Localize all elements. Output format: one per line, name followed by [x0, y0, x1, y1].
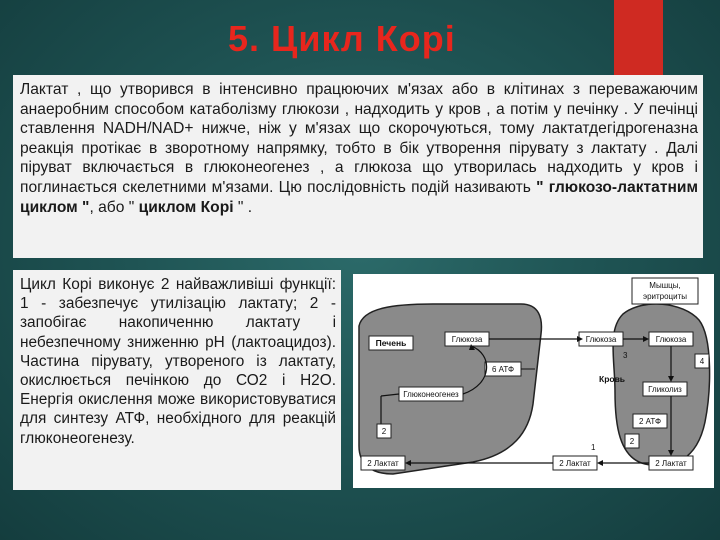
muscle-label-1: Мышцы,: [649, 281, 681, 290]
liver-lactate: 2 Лактат: [367, 459, 399, 468]
atp-2-label: 2 АТФ: [638, 417, 662, 426]
paragraph-cori-functions: Цикл Корі виконує 2 найважливіші функції: 1 - забезпечує утилізацію лактату; 2 - запобігає накопиченню лактату і небезпечному зниженню рН (лактоацидоз). Частина пірувату, утвореного із лактату, окислюється печінкою до СО2 і Н2О. Енергія окислення може використовуватися для синтезу АТФ, необхідного для реакцій глюконеогенезу.: [20, 276, 336, 447]
blood-lactate: 2 Лактат: [559, 459, 591, 468]
slide-title: 5. Цикл Корі: [228, 18, 456, 59]
step-2-muscle: 2: [629, 437, 635, 446]
paragraph1-plain: Лактат , що утворився в інтенсивно працюючих м'язах або в клітинах з переважаючим анаеробним способом катаболізму глюкози , надходить у кров , а потім у печінку . У печінці ставлення NADH/NAD+ нижче, ніж у м'язах що скорочуються, тому лактатдегідрогеназна реакція протікає в зворотному напрямку, тобто в бік утворення пірувату з лактату . Далі піруват включається в глюконеогенез , а глюкоза що утворилась надходить у кров і поглинається скелетними м'язами. Цю послідовність подій називають: [20, 81, 698, 196]
step-4: 4: [699, 357, 705, 366]
paragraph-cori-description: [20, 80, 698, 217]
step-1: 1: [591, 443, 596, 452]
step-2-liver: 2: [381, 427, 387, 436]
glycolysis-label: Гликолиз: [648, 385, 682, 394]
blood-label: Кровь: [599, 374, 626, 384]
liver-glucose: Глюкоза: [451, 335, 483, 344]
cori-cycle-svg: [353, 274, 714, 488]
muscle-label-2: эритроциты: [642, 292, 688, 301]
gluconeogenesis-label: Глюконеогенез: [403, 390, 459, 399]
cori-cycle-diagram: [353, 274, 714, 488]
paragraph1-bold-term: " глюкозо-лактатним циклом ": [20, 178, 698, 216]
blood-glucose: Глюкоза: [585, 335, 617, 344]
atp-6-label: 6 АТФ: [491, 365, 515, 374]
liver-label: Печень: [375, 338, 407, 348]
muscle-lactate: 2 Лактат: [655, 459, 687, 468]
step-3: 3: [623, 351, 628, 360]
title-accent-bar: [614, 0, 663, 84]
paragraph1-bold-cori: циклом Корі: [138, 198, 234, 216]
muscle-glucose: Глюкоза: [655, 335, 687, 344]
paragraph1-mid: , або ": [89, 198, 139, 216]
paragraph1-end: " .: [233, 198, 253, 216]
